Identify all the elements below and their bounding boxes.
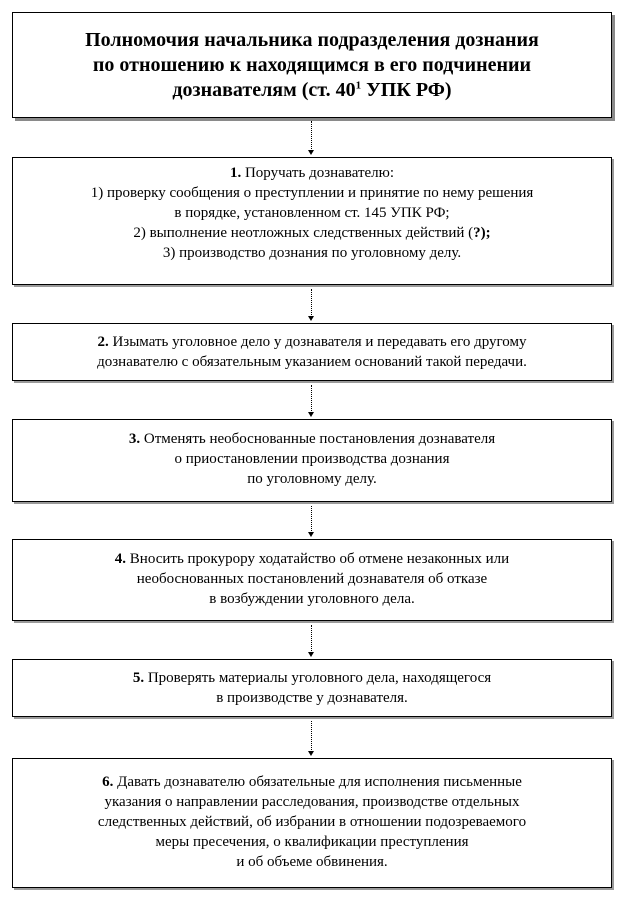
title-line-1: Полномочия начальника подразделения дознания [85,28,539,51]
connector-arrow [311,721,312,752]
step-6-line-1: 6. Давать дознавателю обязательные для исполнения письменные [102,774,522,790]
step-2-number: 2. [97,334,109,350]
article-superscript: 1 [355,78,362,91]
question-mark: ? [473,225,481,241]
step-1-number: 1. [229,165,242,181]
connector-arrow [311,385,312,413]
diagram-title [85,28,539,103]
step-1-line-3: 2) выполнение неотложных следственных действий (?); [133,225,491,241]
arrowhead-icon [308,751,314,756]
step-4-line-3: в возбуждении уголовного дела. [209,591,415,607]
step-5-line-1: 5. Проверять материалы уголовного дела, находящегося [132,670,492,686]
step-4-box [12,539,612,621]
connector-arrow [311,289,312,317]
step-2-line-1: 2. Изымать уголовное дело у дознавателя и передавать его другому [97,334,527,350]
step-4-number: 4. [114,551,127,567]
step-5-number: 5. [132,670,145,686]
step-6-line-5: и об объеме обвинения. [236,854,388,870]
arrowhead-icon [308,150,314,155]
step-4-line-1: 4. Вносить прокурору ходатайство об отмене незаконных или [114,551,510,567]
step-3-number: 3. [128,431,141,447]
step-1-line-1: 1) проверку сообщения о преступлении и принятие по нему решения [90,185,534,201]
arrowhead-icon [308,316,314,321]
connector-arrow [311,506,312,533]
step-2-box [12,323,612,381]
connector-arrow [311,121,312,151]
title-line-2: по отношению к находящимся в его подчинении [92,53,532,76]
step-1-box [12,157,612,285]
step-6-line-4: меры пресечения, о квалификации преступления [155,834,469,850]
arrowhead-icon [308,532,314,537]
step-2-line-2: дознавателю с обязательным указанием оснований такой передачи. [97,354,527,370]
step-6-line-2: указания о направлении расследования, производстве отдельных [104,794,520,810]
step-6-box [12,758,612,888]
step-3-line-3: по уголовному делу. [247,471,377,487]
title-box [12,12,612,118]
connector-arrow [311,625,312,653]
step-3-line-2: о приостановлении производства дознания [174,451,450,467]
arrowhead-icon [308,412,314,417]
step-1-heading: 1. Поручать дознавателю: [229,165,395,181]
step-4-line-2: необоснованных постановлений дознавателя об отказе [136,571,488,587]
arrowhead-icon [308,652,314,657]
step-5-box [12,659,612,717]
step-6-number: 6. [102,774,114,790]
step-1-line-4: 3) производство дознания по уголовному делу. [162,245,462,261]
title-line-3: дознавателям (ст. $40^1$ УПК РФ) [172,78,452,101]
step-3-box [12,419,612,502]
step-6-line-3: следственных действий, об избрании в отношении подозреваемого [97,814,527,830]
step-5-line-2: в производстве у дознавателя. [216,690,408,706]
step-1-line-2: в порядке, установленном ст. 145 УПК РФ; [174,205,450,221]
step-3-line-1: 3. Отменять необоснованные постановления дознавателя [128,431,496,447]
